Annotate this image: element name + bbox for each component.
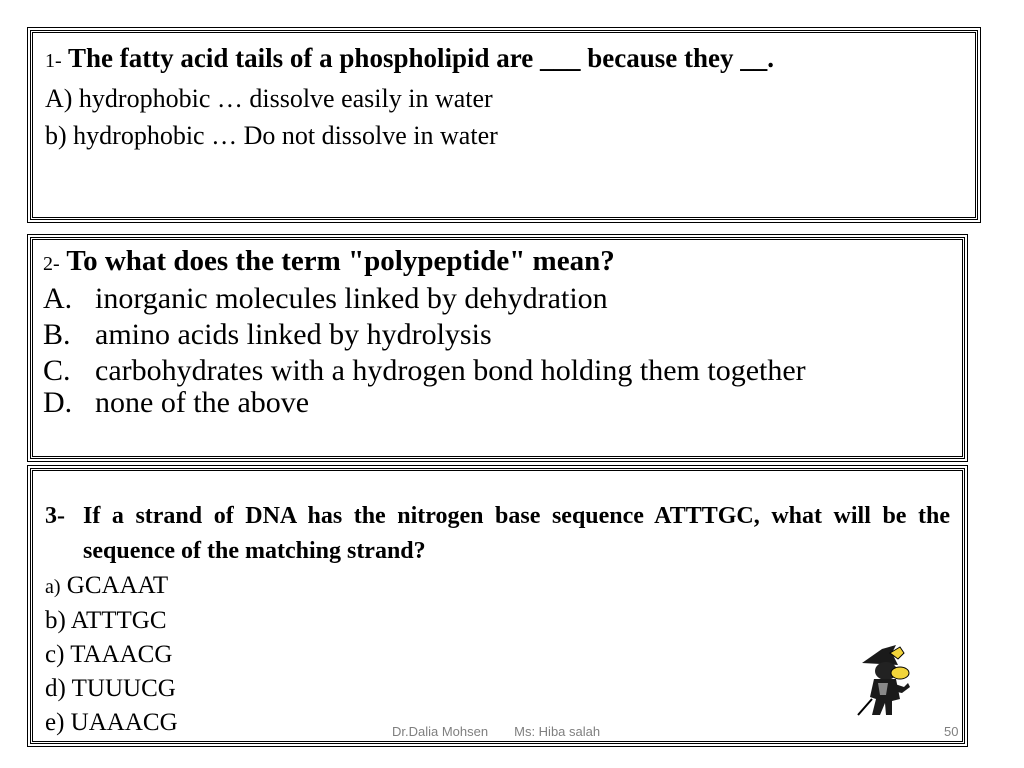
option-text: inorganic molecules linked by dehydration: [95, 282, 608, 315]
option-letter: A.: [43, 282, 73, 315]
option-text: carbohydrates with a hydrogen bond holding them together: [95, 354, 806, 387]
question-2-title: [43, 244, 952, 281]
option-text: amino acids linked by hydrolysis: [95, 318, 492, 351]
option-letter: B.: [43, 318, 71, 351]
question-2-option-d: [43, 385, 952, 421]
question-1-text: The fatty acid tails of a phospholipid are ___ because they __.: [67, 43, 774, 73]
option-letter: c): [45, 641, 65, 668]
question-2-text: To what does the term "polypeptide" mean?: [66, 245, 615, 277]
footer-credits: [392, 724, 626, 739]
option-text: ATTTGC: [70, 607, 167, 634]
question-2-option-c: [43, 353, 952, 385]
question-1-title: [45, 39, 963, 80]
question-1-box: [30, 30, 978, 220]
question-3-option-c: [45, 638, 950, 672]
question-1-number: 1-: [45, 50, 62, 72]
option-text: none of the above: [95, 386, 310, 419]
question-3-option-d: [45, 672, 950, 706]
question-2-option-a: [43, 281, 952, 317]
question-1-option-b: b) hydrophobic … Do not dissolve in water: [45, 121, 498, 150]
option-text: TUUUCG: [71, 675, 176, 702]
question-2-number: 2-: [43, 253, 60, 275]
question-1-option-a: A) hydrophobic … dissolve easily in water: [45, 84, 493, 113]
question-3-box: [30, 468, 965, 744]
option-text: UAAACG: [70, 709, 178, 736]
question-2-options: [43, 281, 952, 421]
page-number: 50: [944, 724, 959, 739]
footer-teacher: Ms: Hiba salah: [514, 724, 601, 739]
thinking-figure-clipart: [852, 643, 922, 719]
question-3-title: [45, 499, 950, 569]
option-text: TAAACG: [70, 641, 173, 668]
question-2-option-b: [43, 317, 952, 353]
option-letter: C.: [43, 354, 71, 387]
option-letter: a): [45, 576, 61, 598]
question-3-option-b: [45, 604, 950, 638]
option-letter: d): [45, 675, 66, 702]
option-letter: e): [45, 709, 65, 736]
option-text: GCAAAT: [66, 572, 169, 599]
question-2-box: [30, 237, 965, 459]
question-3-text: If a strand of DNA has the nitrogen base sequence ATTTGC, what will be the sequence of the matching strand?: [83, 503, 950, 564]
option-letter: D.: [43, 386, 73, 419]
footer-author: Dr.Dalia Mohsen: [392, 724, 489, 739]
question-3-option-a: [45, 569, 950, 604]
option-letter: b): [45, 607, 66, 634]
question-3-number: 3-: [45, 503, 65, 529]
